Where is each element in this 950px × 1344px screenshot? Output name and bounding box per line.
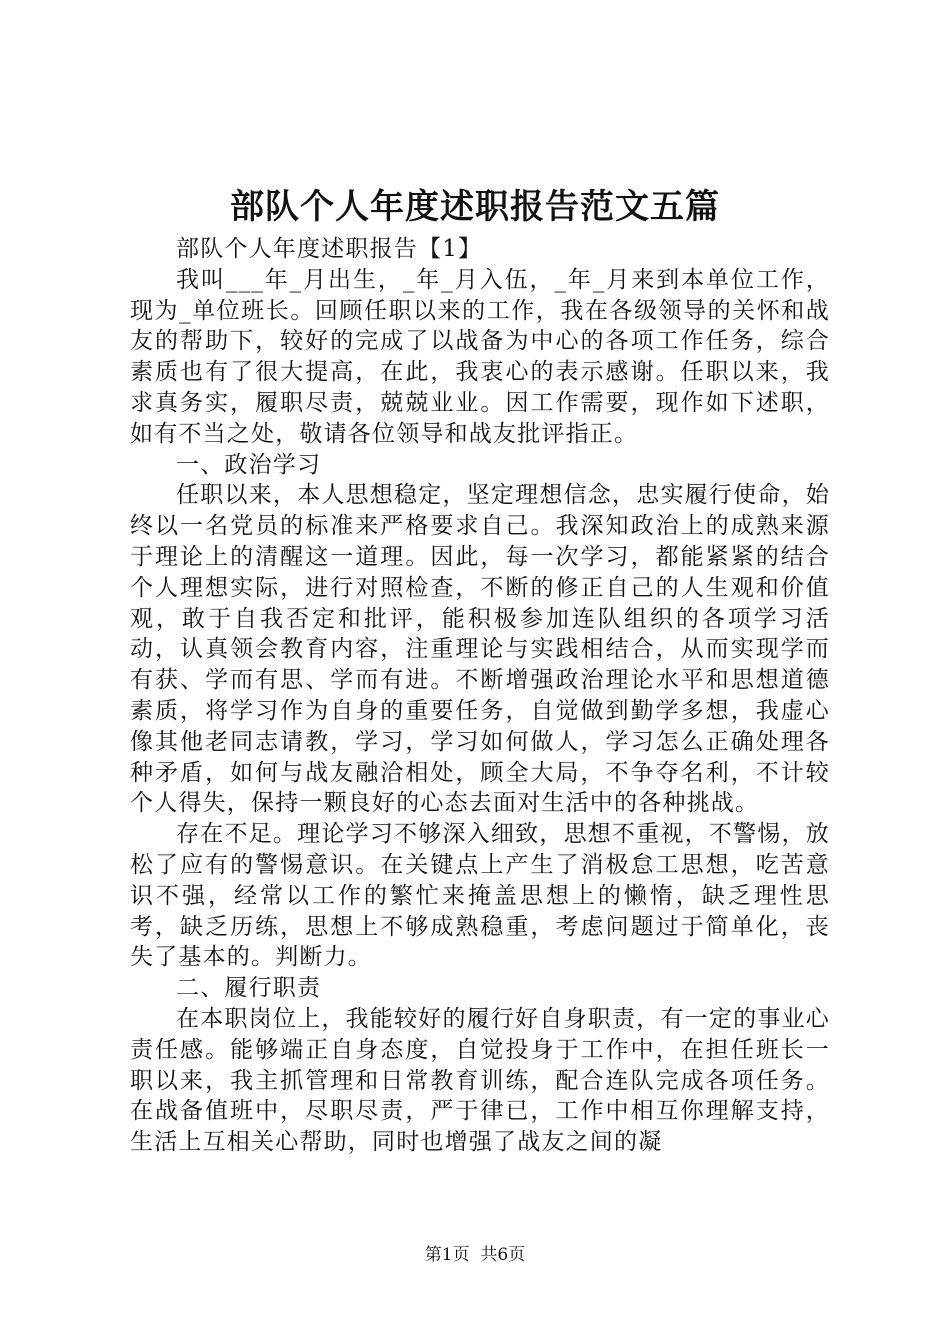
page-number: 第1页 <box>424 1245 470 1265</box>
document-title: 部队个人年度述职报告范文五篇 <box>230 187 720 227</box>
report-heading: 部队个人年度述职报告【1】 <box>176 236 483 262</box>
section-heading-duties: 二、履行职责 <box>176 975 322 1002</box>
intro-paragraph: 我叫___年_月出生，_年_月入伍，_年_月来到本单位工作，现为_单位班长。回顾任职以来的工作，我在各级领导的关怀和战友的帮助下，较好的完成了以战备为中心的各项工作任务，综合素质也有了很大提高，在此，我衷心的表示感谢。任职以来，我求真务实，履职尽责，兢兢业业。因工作需要，现作如下述职，如有不当之处，敬请各位领导和战友批评指正。 <box>130 266 830 447</box>
page-footer <box>0 1243 950 1267</box>
shortcomings-paragraph: 存在不足。理论学习不够深入细致，思想不重视，不警惕，放松了应有的警惕意识。在关键点上产生了消极怠工思想，吃苦意识不强，经常以工作的繁忙来掩盖思想上的懒惰，缺乏理性思考，缺乏历练，思想上不够成熟稳重，考虑问题过于简单化，丧失了基本的。判断力。 <box>130 821 830 971</box>
politics-paragraph: 任职以来，本人思想稳定，坚定理想信念，忠实履行使命，始终以一名党员的标准来严格要求自己。我深知政治上的成熟来源于理论上的清醒这一道理。因此，每一次学习，都能紧紧的结合个人理想实际，进行对照检查，不断的修正自己的人生观和价值观，敢于自我否定和批评，能积极参加连队组织的各项学习活动，认真领会教育内容，注重理论与实践相结合，从而实现学而有获、学而有思、学而有进。不断增强政治理论水平和思想道德素质，将学习作为自身的重要任务，自觉做到勤学多想，我虚心像其他老同志请教，学习，学习如何做人，学习怎么正确处理各种矛盾，如何与战友融洽相处，顾全大局，不争夺名利，不计较个人得失，保持一颗良好的心态去面对生活中的各种挑战。 <box>130 482 830 817</box>
page-total: 共6页 <box>480 1245 526 1265</box>
document-body <box>130 234 830 1158</box>
duties-paragraph: 在本职岗位上，我能较好的履行好自身职责，有一定的事业心责任感。能够端正自身态度，自觉投身于工作中，在担任班长一职以来，我主抓管理和日常教育训练，配合连队完成各项任务。在战备值班中，尽职尽责，严于律已，工作中相互你理解支持，生活上互相关心帮助，同时也增强了战友之间的凝 <box>130 1005 830 1156</box>
section-heading-politics: 一、政治学习 <box>176 451 322 478</box>
